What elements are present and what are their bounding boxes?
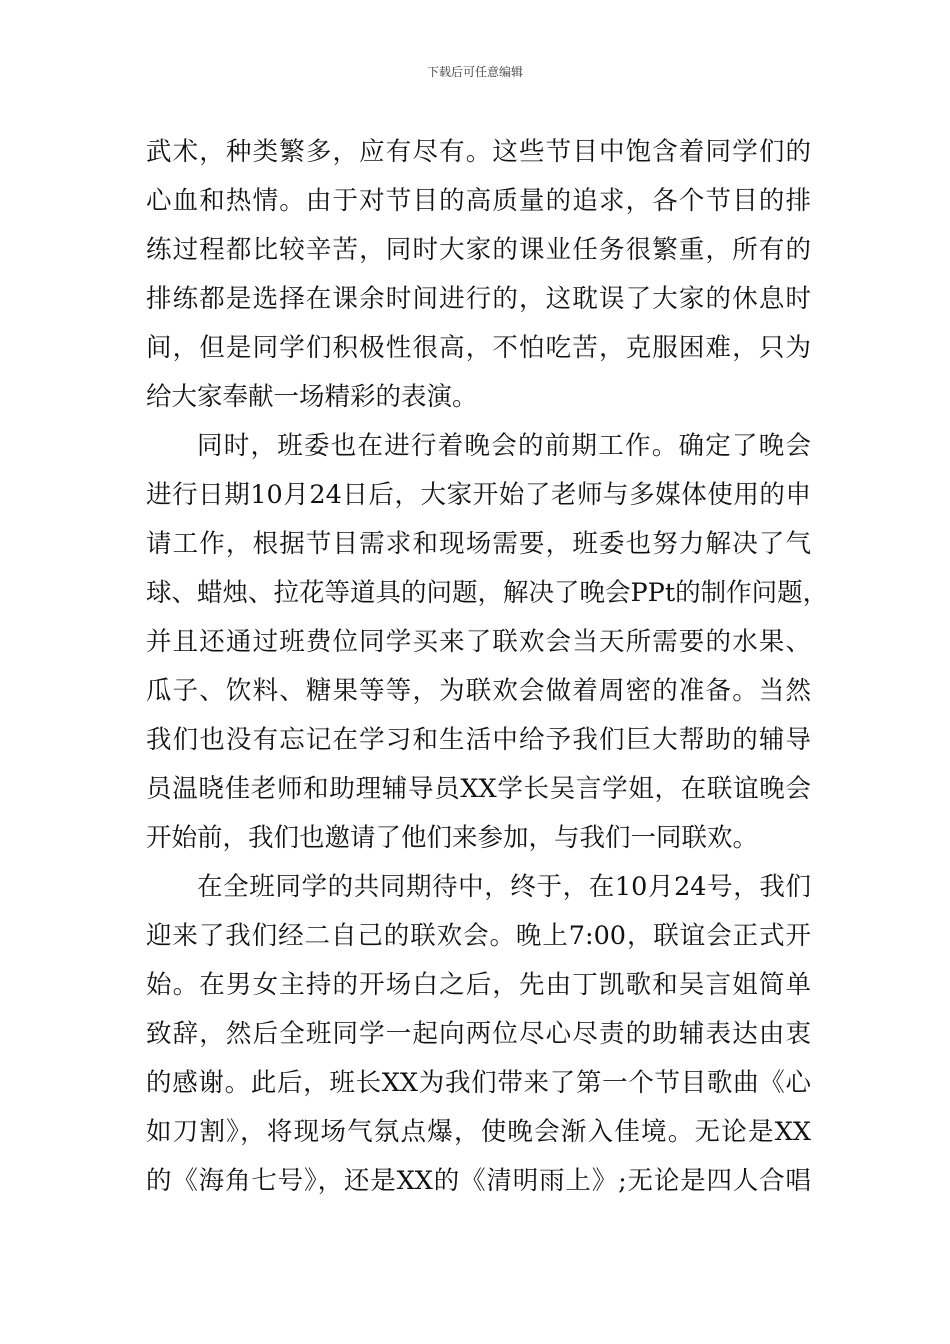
text-line: 始。在男女主持的开场白之后，先由丁凯歌和吴言姐简单 (146, 970, 811, 1000)
text-line: 武术，种类繁多，应有尽有。这些节目中饱含着同学们的 (146, 137, 811, 167)
text-line: 如刀割》，将现场气氛点爆，使晚会渐入佳境。无论是XX (146, 1117, 811, 1147)
text-line: 同时，班委也在进行着晚会的前期工作。确定了晚会 (197, 431, 811, 461)
paragraph-2 (146, 422, 829, 863)
text-line: 球、蜡烛、拉花等道具的问题，解决了晚会PPt的制作问题， (146, 578, 829, 608)
text-line: 并且还通过班费位同学买来了联欢会当天所需要的水果、 (146, 627, 811, 657)
text-line: 瓜子、饮料、糖果等等，为联欢会做着周密的准备。当然 (146, 676, 811, 706)
text-line: 员温晓佳老师和助理辅导员XX学长吴言学姐，在联谊晚会 (146, 774, 811, 804)
text-line: 在全班同学的共同期待中，终于，在10月24号，我们 (197, 872, 811, 902)
text-line: 进行日期10月24日后，大家开始了老师与多媒体使用的申 (146, 480, 811, 510)
text-line: 给大家奉献一场精彩的表演。 (146, 382, 478, 412)
text-line: 的《海角七号》，还是XX的《清明雨上》;无论是四人合唱 (146, 1166, 811, 1196)
text-line: 请工作，根据节目需求和现场需要，班委也努力解决了气 (146, 529, 811, 559)
text-line: 我们也没有忘记在学习和生活中给予我们巨大帮助的辅导 (146, 725, 811, 755)
text-line: 的感谢。此后，班长XX为我们带来了第一个节目歌曲《心 (146, 1068, 811, 1098)
paragraph-1 (146, 128, 811, 422)
body-text (146, 128, 829, 1206)
text-line: 练过程都比较辛苦，同时大家的课业任务很繁重，所有的 (146, 235, 811, 265)
text-line: 间，但是同学们积极性很高，不怕吃苦，克服困难，只为 (146, 333, 811, 363)
text-line: 排练都是选择在课余时间进行的，这耽误了大家的休息时 (146, 284, 811, 314)
paragraph-3 (146, 863, 811, 1206)
text-line: 开始前，我们也邀请了他们来参加，与我们一同联欢。 (146, 823, 759, 853)
text-line: 迎来了我们经二自己的联欢会。晚上7:00，联谊会正式开 (146, 921, 811, 951)
text-line: 致辞，然后全班同学一起向两位尽心尽责的助辅表达由衷 (146, 1019, 811, 1049)
text-line: 心血和热情。由于对节目的高质量的追求，各个节目的排 (146, 186, 811, 216)
page-header: 下载后可任意编辑 (426, 65, 523, 79)
